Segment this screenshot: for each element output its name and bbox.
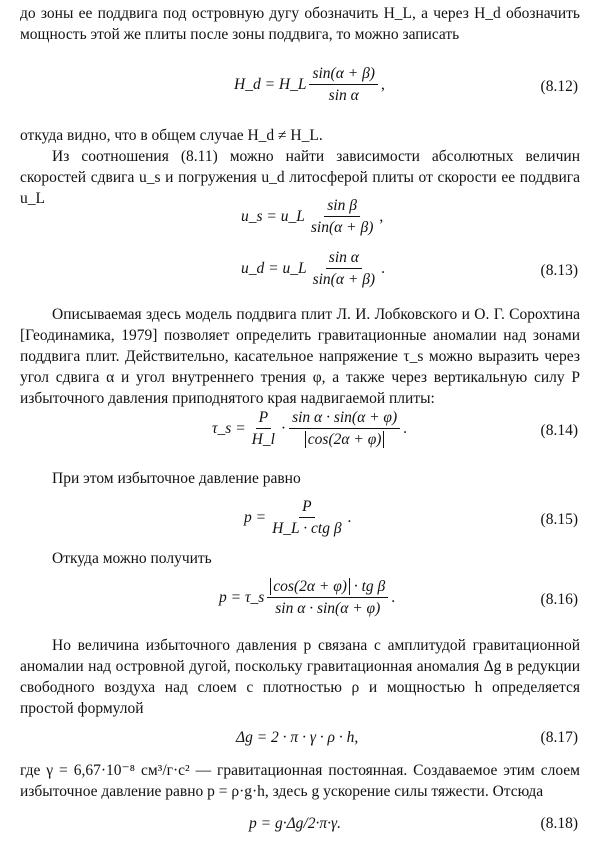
eq-8-14-tail: . [403, 420, 408, 437]
eq-8-14-fraction-1 [249, 408, 278, 449]
eq-8-16-lhs: p = τ_s [219, 589, 265, 606]
equation-8-12 [0, 64, 600, 108]
eq-8-13a-fraction [308, 196, 376, 237]
eq-8-14-denominator-1: H_l [251, 431, 275, 448]
eq-8-14-abs: cos(2α + φ) [305, 431, 385, 448]
eq-8-13b-denominator: sin(α + β) [312, 271, 376, 288]
eq-8-14-fraction-2 [289, 408, 400, 449]
eq-8-13b-fraction [310, 248, 378, 289]
eq-8-14-lhs: τ_s = [212, 420, 246, 437]
eq-8-15-number: (8.15) [540, 511, 578, 528]
equation-8-15 [0, 497, 600, 541]
equation-8-16 [0, 577, 600, 621]
paragraph-1: до зоны ее поддвига под островную дугу обозначить H_L, а через H_d обозначить мощность этой же плиты после зоны поддвига, то можно записать [20, 5, 580, 43]
equation-8-17 [0, 727, 600, 751]
eq-8-15-lhs: p = [244, 509, 267, 526]
eq-8-16-num-rest: · tg β [353, 578, 386, 595]
eq-8-16-numerator [267, 577, 388, 598]
equation-8-14 [0, 408, 600, 452]
eq-8-18-formula: p = g·Δg/2·π·γ. [249, 815, 341, 832]
eq-8-12-denominator: sin α [328, 87, 359, 104]
paragraph-7: Но величина избыточного давления p связана с амплитудой гравитационной аномалии над островной дугой, поскольку гравитационная аномалия Δg в редукции свободного воздуха над слоем с плотностью ρ и мощностью h определяется простой формулой [20, 637, 580, 717]
paragraph-8: где γ = 6,67·10⁻⁸ см³/г·с² — гравитационная постоянная. Создаваемое этим слоем избыточное давление равно p = ρ·g·h, здесь g ускорение силы тяжести. Отсюда [20, 762, 580, 800]
eq-8-12-numerator: sin(α + β) [309, 64, 377, 85]
eq-8-12-number: (8.12) [540, 78, 578, 95]
eq-8-15-tail: . [347, 509, 352, 526]
eq-8-17-formula: Δg = 2 · π · γ · ρ · h, [236, 729, 359, 746]
eq-8-13-number: (8.13) [540, 262, 578, 279]
eq-8-16-abs: cos(2α + φ) [270, 578, 350, 595]
eq-8-17-number: (8.17) [540, 729, 578, 746]
paragraph-6: Откуда можно получить [52, 550, 212, 567]
eq-8-12-lhs: H_d = H_L [234, 76, 307, 93]
eq-8-14-numerator-2: sin α · sin(α + φ) [289, 408, 400, 429]
eq-8-14-denominator-2 [302, 429, 388, 449]
eq-8-16-denominator: sin α · sin(α + φ) [275, 600, 381, 617]
eq-8-13b-numerator: sin α [326, 248, 362, 269]
eq-8-13a-denominator: sin(α + β) [310, 219, 374, 236]
equation-8-13a [0, 196, 600, 240]
eq-8-16-fraction [267, 577, 388, 618]
eq-8-13b-tail: . [381, 260, 385, 277]
paragraph-2: откуда видно, что в общем случае H_d ≠ H_L. [20, 127, 323, 144]
eq-8-14-dot: · [280, 420, 287, 437]
eq-8-13a-tail: , [379, 208, 384, 225]
equation-8-18 [0, 813, 600, 837]
eq-8-12-fraction [309, 64, 377, 105]
eq-8-16-number: (8.16) [540, 591, 578, 608]
eq-8-13b-lhs: u_d = u_L [241, 260, 307, 277]
eq-8-15-numerator: P [299, 497, 314, 518]
eq-8-12-tail: , [380, 76, 385, 93]
eq-8-13a-lhs: u_s = u_L [241, 208, 305, 225]
eq-8-13a-numerator: sin β [324, 196, 360, 217]
eq-8-14-numerator-1: P [256, 408, 271, 429]
paragraph-4: Описываемая здесь модель поддвига плит Л. И. Лобковского и О. Г. Сорохтина [Геодинамика, 1979] позволяет определить гравитационные аномалии над зонами поддвига плит. Действительно, касательное напряжение τ_s можно выразить через угол сдвига α и угол внутреннего трения φ, а также через вертикальную силу P избыточного давления приподнятого края надвигаемой плиты: [20, 306, 580, 407]
eq-8-14-number: (8.14) [540, 422, 578, 439]
eq-8-16-tail: . [391, 589, 396, 606]
eq-8-18-number: (8.18) [540, 815, 578, 832]
eq-8-15-denominator: H_L · ctg β [272, 520, 342, 537]
paragraph-3: Из соотношения (8.11) можно найти зависимости абсолютных величин скоростей сдвига u_s и погружения u_d литосферой плиты от скорости ее поддвига u_L [20, 148, 580, 207]
eq-8-15-fraction [269, 497, 344, 538]
equation-8-13b [0, 248, 600, 292]
paragraph-5: При этом избыточное давление равно [52, 470, 301, 487]
